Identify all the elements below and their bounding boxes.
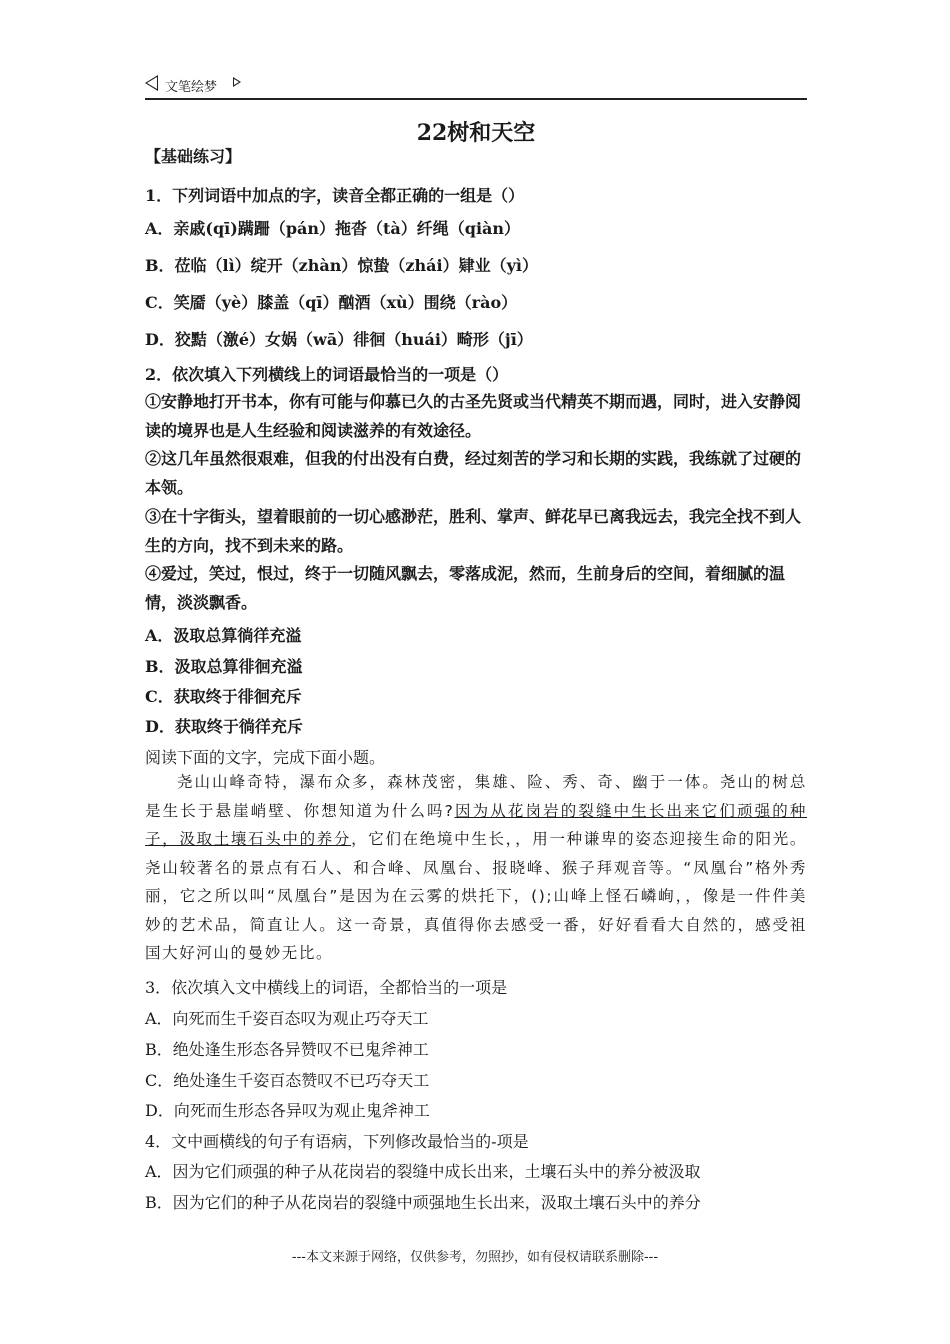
page-title: 22树和天空	[416, 120, 536, 146]
q2-item-3: ③在十字街头，望着眼前的一切心感渺茫，胜利、掌声、鲜花早已离我远去，我完全找不到人生的方向，找不到未来的路。	[145, 507, 802, 555]
q3-option-d: D．向死而生形态各异叹为观止鬼斧神工	[145, 1101, 430, 1120]
passage-underlined-sentence: 因为从花岗岩的裂缝中生长出来它们顽强的种子，汲取土壤石头中的养分	[145, 801, 807, 848]
q2-option-a: A．汲取总算徜徉充溢	[145, 626, 302, 645]
reading-passage	[145, 768, 807, 968]
triangle-right-icon	[233, 77, 241, 87]
passage-text-rest: ，它们在绝境中生长，，用一种谦卑的姿态迎接生命的阳光。尧山较著名的景点有石人、和合峰、凤凰台、报晓峰、猴子拜观音等。“凤凰台”格外秀丽，它之所以叫“凤凰台”是因为在云雾的烘托下，();山峰上怪石嶙峋，，像是一件件美妙的艺术品，简直让人。这一奇景，真值得你去感受一番，好好看看大自然的，感受祖国大好河山的曼妙无比。	[145, 830, 808, 962]
q1-option-b: B．莅临（lì）绽开（zhàn）惊蛰（zhái）肄业（yì）	[145, 256, 538, 275]
q2-option-d: D．获取终于徜徉充斥	[145, 717, 303, 736]
triangle-left-icon	[145, 75, 158, 91]
q2-item-4: ④爱过，笑过，恨过，终于一切随风飘去，零落成泥，然而，生前身后的空间，着细腻的温情，淡淡飘香。	[145, 564, 786, 612]
q4-option-b: B．因为它们的种子从花岗岩的裂缝中顽强地生长出来，汲取土壤石头中的养分	[145, 1193, 701, 1212]
header-brand: 文笔绘梦	[165, 80, 218, 95]
q1-option-d: D．狡黠（激é）女娲（wā）徘徊（huái）畸形（jī）	[145, 330, 533, 349]
q1-stem: 1．下列词语中加点的字，读音全都正确的一组是（）	[145, 186, 525, 205]
q2-item-2: ②这几年虽然很艰难，但我的付出没有白费，经过刻苦的学习和长期的实践，我练就了过硬的本领。	[145, 449, 802, 497]
q1-option-a: A．亲戚(qī)蹒跚（pán）拖沓（tà）纤绳（qiàn）	[145, 219, 521, 238]
page-footer: ---本文来源于网络，仅供参考，勿照抄，如有侵权请联系删除---	[291, 1250, 659, 1265]
page-header	[145, 74, 807, 100]
reading-intro: 阅读下面的文字，完成下面小题。	[145, 748, 386, 767]
q2-stem: 2．依次填入下列横线上的词语最恰当的一项是（）	[145, 365, 509, 384]
q2-option-c: C．获取终于徘徊充斥	[145, 687, 302, 706]
q3-option-b: B．绝处逢生形态各异赞叹不已鬼斧神工	[145, 1040, 429, 1059]
q4-stem: 4．文中画横线的句子有语病，下列修改最恰当的-项是	[145, 1132, 529, 1151]
q4-option-a: A．因为它们顽强的种子从花岗岩的裂缝中成长出来，土壤石头中的养分被汲取	[145, 1162, 701, 1181]
section-heading: 【基础练习】	[145, 147, 242, 166]
q3-stem: 3．依次填入文中横线上的词语，全都恰当的一项是	[145, 978, 508, 997]
q3-option-c: C．绝处逢生千姿百态赞叹不已巧夺天工	[145, 1071, 430, 1090]
q1-option-c: C．笑靥（yè）膝盖（qī）酗酒（xù）围绕（rào）	[145, 293, 518, 312]
q2-option-b: B．汲取总算徘徊充溢	[145, 657, 303, 676]
passage-text: 尧山山峰奇特，瀑布众多，森林茂密，集雄、险、秀、奇、幽于一体。尧山的树总是生长于悬崖峭壁、你想知道为什么吗?	[145, 773, 807, 820]
q3-option-a: A．向死而生千姿百态叹为观止巧夺天工	[145, 1009, 429, 1028]
q2-item-1: ①安静地打开书本，你有可能与仰慕已久的古圣先贤或当代精英不期而遇，同时，进入安静阅读的境界也是人生经验和阅读滋养的有效途径。	[145, 392, 802, 440]
